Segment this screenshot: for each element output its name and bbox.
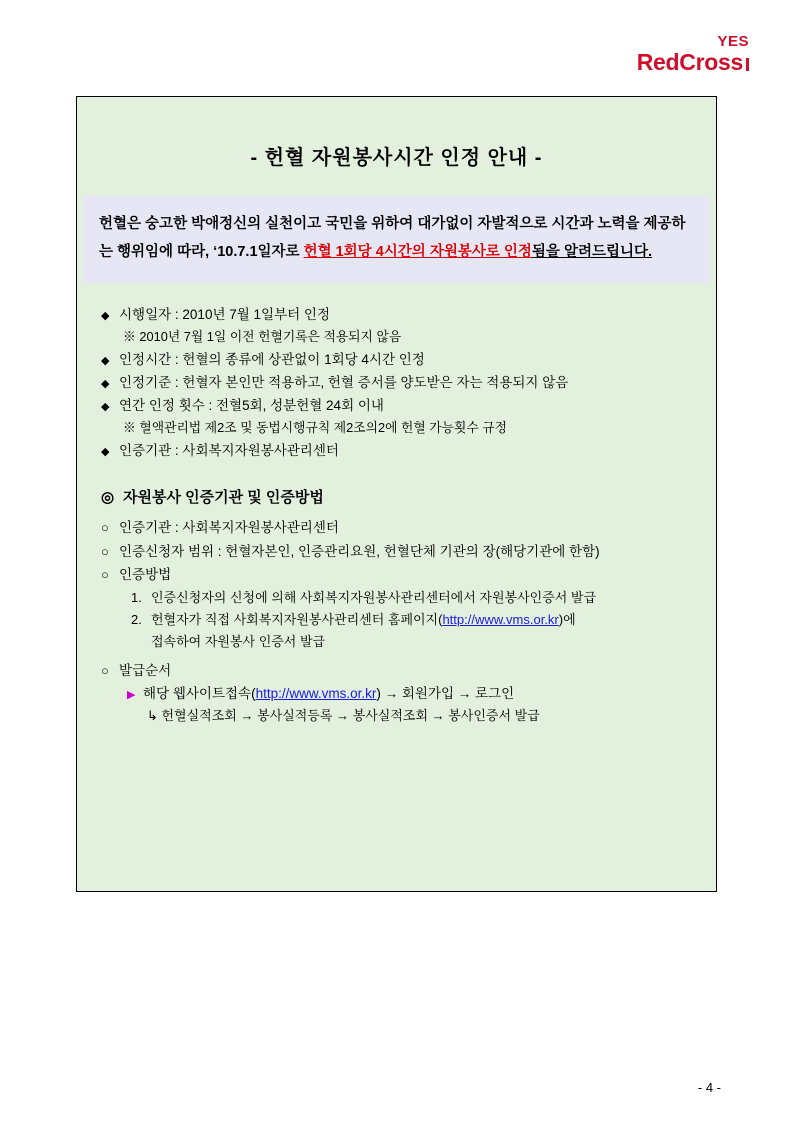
section-item [101, 516, 694, 539]
circle-icon: ○ [101, 662, 109, 678]
logo-redcross-text: RedCross [637, 51, 749, 74]
bullet-item [101, 348, 694, 371]
section-heading-text: 자원봉사 인증기관 및 인증방법 [123, 488, 324, 506]
bullet-item [101, 371, 694, 394]
diamond-icon: ◆ [101, 401, 110, 414]
notice-box [76, 96, 717, 892]
logo-bar-icon [746, 58, 749, 71]
method-step [131, 587, 694, 609]
step-text [151, 609, 576, 631]
section-item [101, 563, 694, 586]
intro-text-part2: 됨을 알려드립니다. [531, 244, 653, 261]
bullet-subnote [123, 326, 694, 348]
circle-icon: ○ [101, 543, 109, 559]
method-step [131, 609, 694, 631]
bullet-text: 연간 인정 횟수 : 전혈5회, 성분헌혈 24회 이내 [119, 398, 384, 414]
intro-text-part1: 헌혈은 숭고한 박애정신의 실천이고 국민을 위하여 대가없이 자발적으로 시간과 노력을 제공하는 행위임에 따라, ‘10.7.1일자로 [99, 216, 686, 261]
section-item-text: 인증기관 : 사회복지자원봉사관리센터 [119, 520, 339, 536]
bullet-subnote [123, 417, 694, 439]
section-heading [101, 485, 694, 511]
diamond-icon: ◆ [101, 446, 110, 459]
logo-yes-text: YES [717, 33, 749, 50]
issue-step-after: ) → 회원가입 → 로그인 [376, 685, 515, 701]
double-circle-icon: ◎ [101, 488, 115, 506]
bullet-item [101, 303, 694, 326]
vms-link[interactable]: http://www.vms.or.kr [442, 611, 559, 627]
bullet-text: 인정시간 : 헌혈의 종류에 상관없이 1회당 4시간 인정 [119, 351, 425, 367]
note-text: 2010년 7월 1일 이전 헌혈기록은 적용되지 않음 [139, 328, 402, 344]
step-text-after: )에 [558, 611, 576, 627]
bullet-text: 인증기관 : 사회복지자원봉사관리센터 [119, 443, 339, 459]
note-text: 혈액관리법 제2조 및 동법시행규칙 제2조의2에 헌혈 가능횟수 규정 [139, 420, 508, 436]
redcross-logo [637, 34, 749, 74]
diamond-icon: ◆ [101, 309, 110, 322]
diamond-icon: ◆ [101, 354, 110, 367]
circle-icon: ○ [101, 567, 109, 583]
issue-step-second: ↳ 헌혈실적조회 → 봉사실적등록 → 봉사실적조회 → 봉사인증서 발급 [147, 708, 540, 724]
issue-order-item [101, 659, 694, 682]
intro-highlight: 헌혈 1회당 4시간의 자원봉사로 인정 [303, 244, 532, 261]
bullet-item [101, 439, 694, 462]
diamond-icon: ◆ [101, 377, 110, 390]
step-text-before: 헌혈자가 직접 사회복지자원봉사관리센터 홈페이지( [151, 611, 443, 627]
section-item [101, 540, 694, 563]
page-number: - 4 - [697, 1080, 721, 1095]
issue-order-label: 발급순서 [119, 662, 172, 678]
method-step-continuation: 접속하여 자원봉사 인증서 발급 [151, 634, 326, 650]
intro-paragraph [83, 196, 710, 283]
issue-step-before: 해당 웹사이트접속( [143, 685, 256, 701]
bullet-text: 인정기준 : 헌혈자 본인만 적용하고, 헌혈 증서를 양도받은 자는 적용되지 않음 [119, 374, 569, 390]
step-text: 인증신청자의 신청에 의해 사회복지자원봉사관리센터에서 자원봉사인증서 발급 [151, 589, 597, 605]
step-number: 2. [131, 611, 142, 627]
issue-step-text [143, 682, 514, 705]
step-number: 1. [131, 589, 142, 605]
bullet-text: 시행일자 : 2010년 7월 1일부터 인정 [119, 306, 331, 322]
page-title: - 헌혈 자원봉사시간 인정 안내 - [250, 147, 543, 169]
note-marker: ※ [123, 328, 136, 344]
section-item-text: 인증방법 [119, 567, 172, 583]
bullet-item [101, 394, 694, 417]
vms-link[interactable]: http://www.vms.or.kr [255, 685, 377, 701]
circle-icon: ○ [101, 520, 109, 536]
issue-step [127, 682, 694, 705]
section-item-text: 인증신청자 범위 : 헌혈자본인, 인증관리요원, 헌혈단체 기관의 장(해당기관에 한함) [119, 543, 600, 559]
notice-body [77, 283, 716, 728]
note-marker: ※ [123, 420, 136, 436]
triangle-icon: ▶ [127, 688, 136, 701]
